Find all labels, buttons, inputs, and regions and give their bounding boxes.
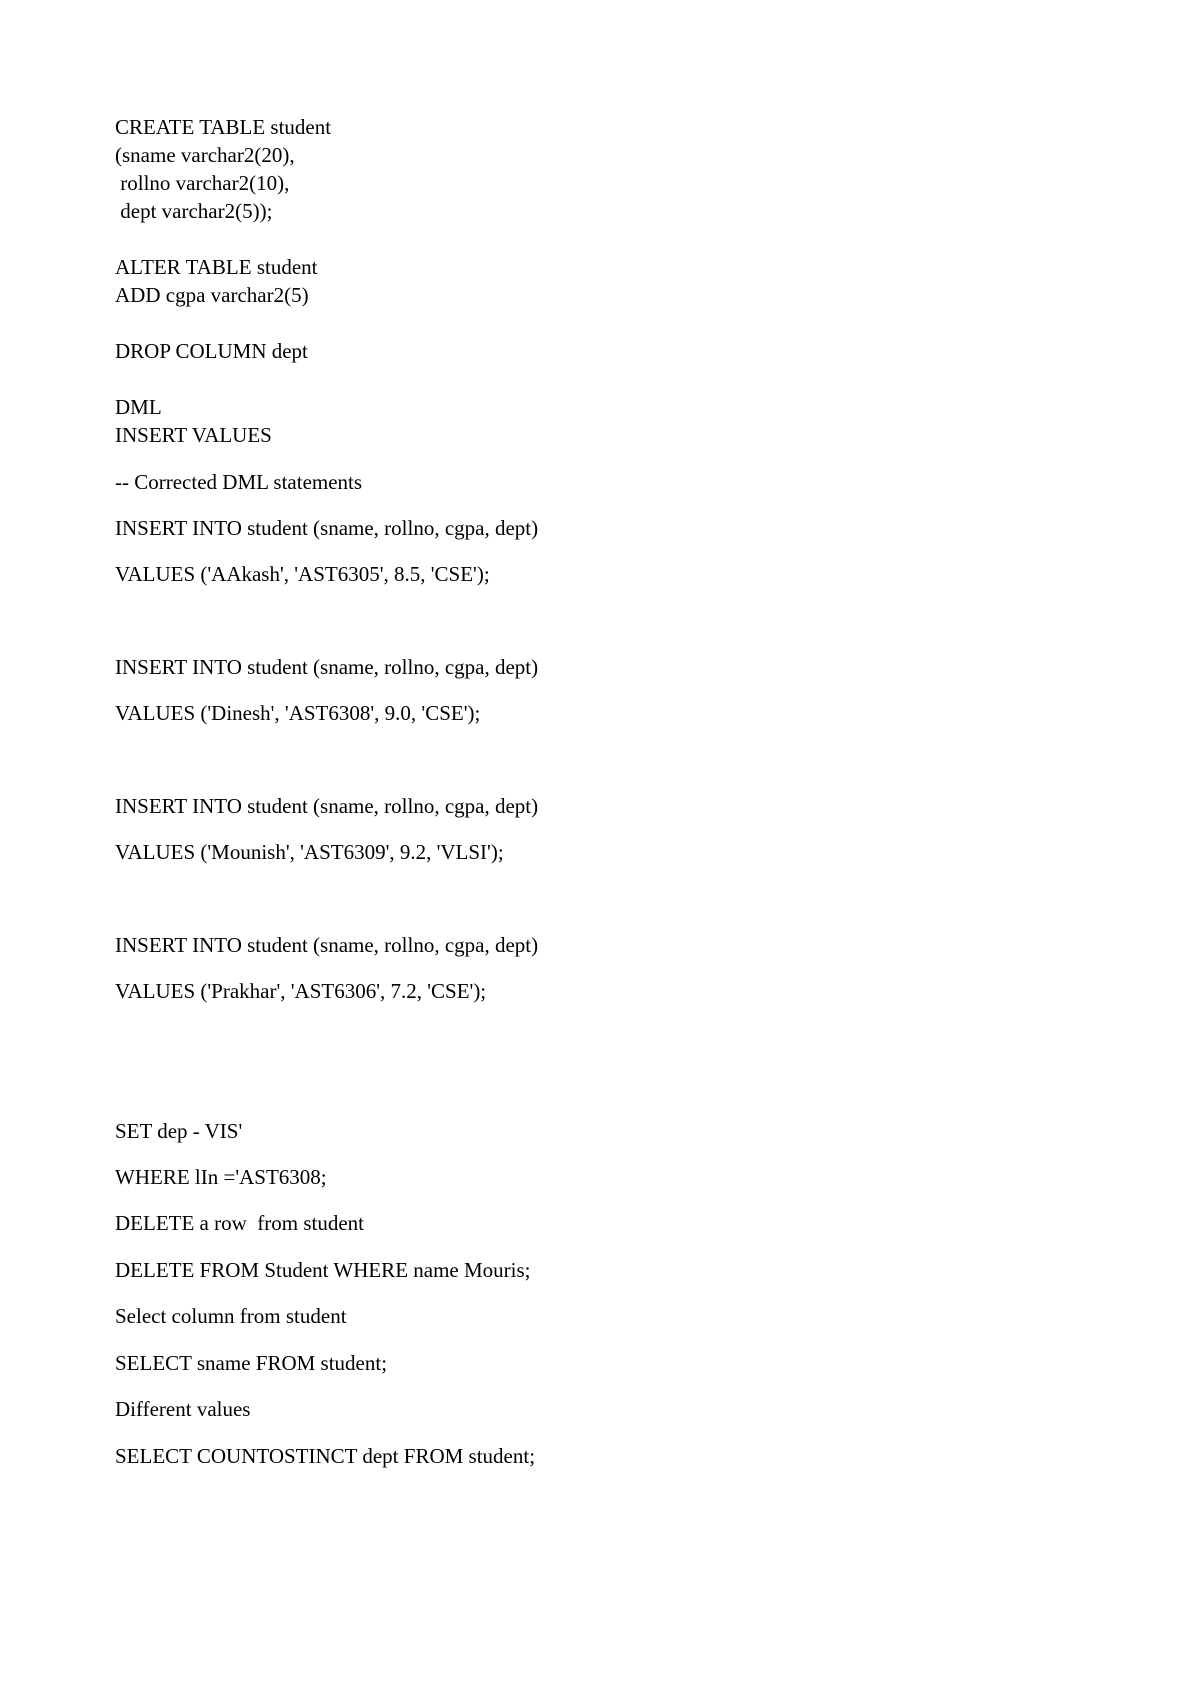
text-line: dept varchar2(5)); xyxy=(115,199,273,223)
text-line: SET dep - VIS' xyxy=(115,1119,243,1143)
text-line: VALUES ('Prakhar', 'AST6306', 7.2, 'CSE'); xyxy=(115,979,487,1003)
text-line: Select column from student xyxy=(115,1304,347,1328)
text-line: VALUES ('Dinesh', 'AST6308', 9.0, 'CSE'); xyxy=(115,701,481,725)
text-line: INSERT INTO student (sname, rollno, cgpa, dept) xyxy=(115,516,539,540)
text-line: rollno varchar2(10), xyxy=(115,171,290,195)
text-line: DELETE a row from student xyxy=(115,1211,365,1235)
text-line: ALTER TABLE student xyxy=(115,255,318,279)
text-line: DELETE FROM Student WHERE name Mouris; xyxy=(115,1258,531,1282)
text-line: SELECT sname FROM student; xyxy=(115,1351,388,1375)
text-line: DML xyxy=(115,395,162,419)
text-line: INSERT INTO student (sname, rollno, cgpa, dept) xyxy=(115,933,539,957)
text-line: VALUES ('AAkash', 'AST6305', 8.5, 'CSE'); xyxy=(115,562,490,586)
text-line: INSERT INTO student (sname, rollno, cgpa, dept) xyxy=(115,655,539,679)
text-line: DROP COLUMN dept xyxy=(115,339,308,363)
text-line: CREATE TABLE student xyxy=(115,115,332,139)
text-line: WHERE lIn ='AST6308; xyxy=(115,1165,327,1189)
text-line: -- Corrected DML statements xyxy=(115,470,363,494)
text-line: INSERT VALUES xyxy=(115,423,272,447)
text-line: ADD cgpa varchar2(5) xyxy=(115,283,309,307)
text-line: SELECT COUNTOSTINCT dept FROM student; xyxy=(115,1444,536,1468)
text-line: (sname varchar2(20), xyxy=(115,143,295,167)
text-line: VALUES ('Mounish', 'AST6309', 9.2, 'VLSI'); xyxy=(115,840,504,864)
text-line: Different values xyxy=(115,1397,251,1421)
text-line: INSERT INTO student (sname, rollno, cgpa, dept) xyxy=(115,794,539,818)
